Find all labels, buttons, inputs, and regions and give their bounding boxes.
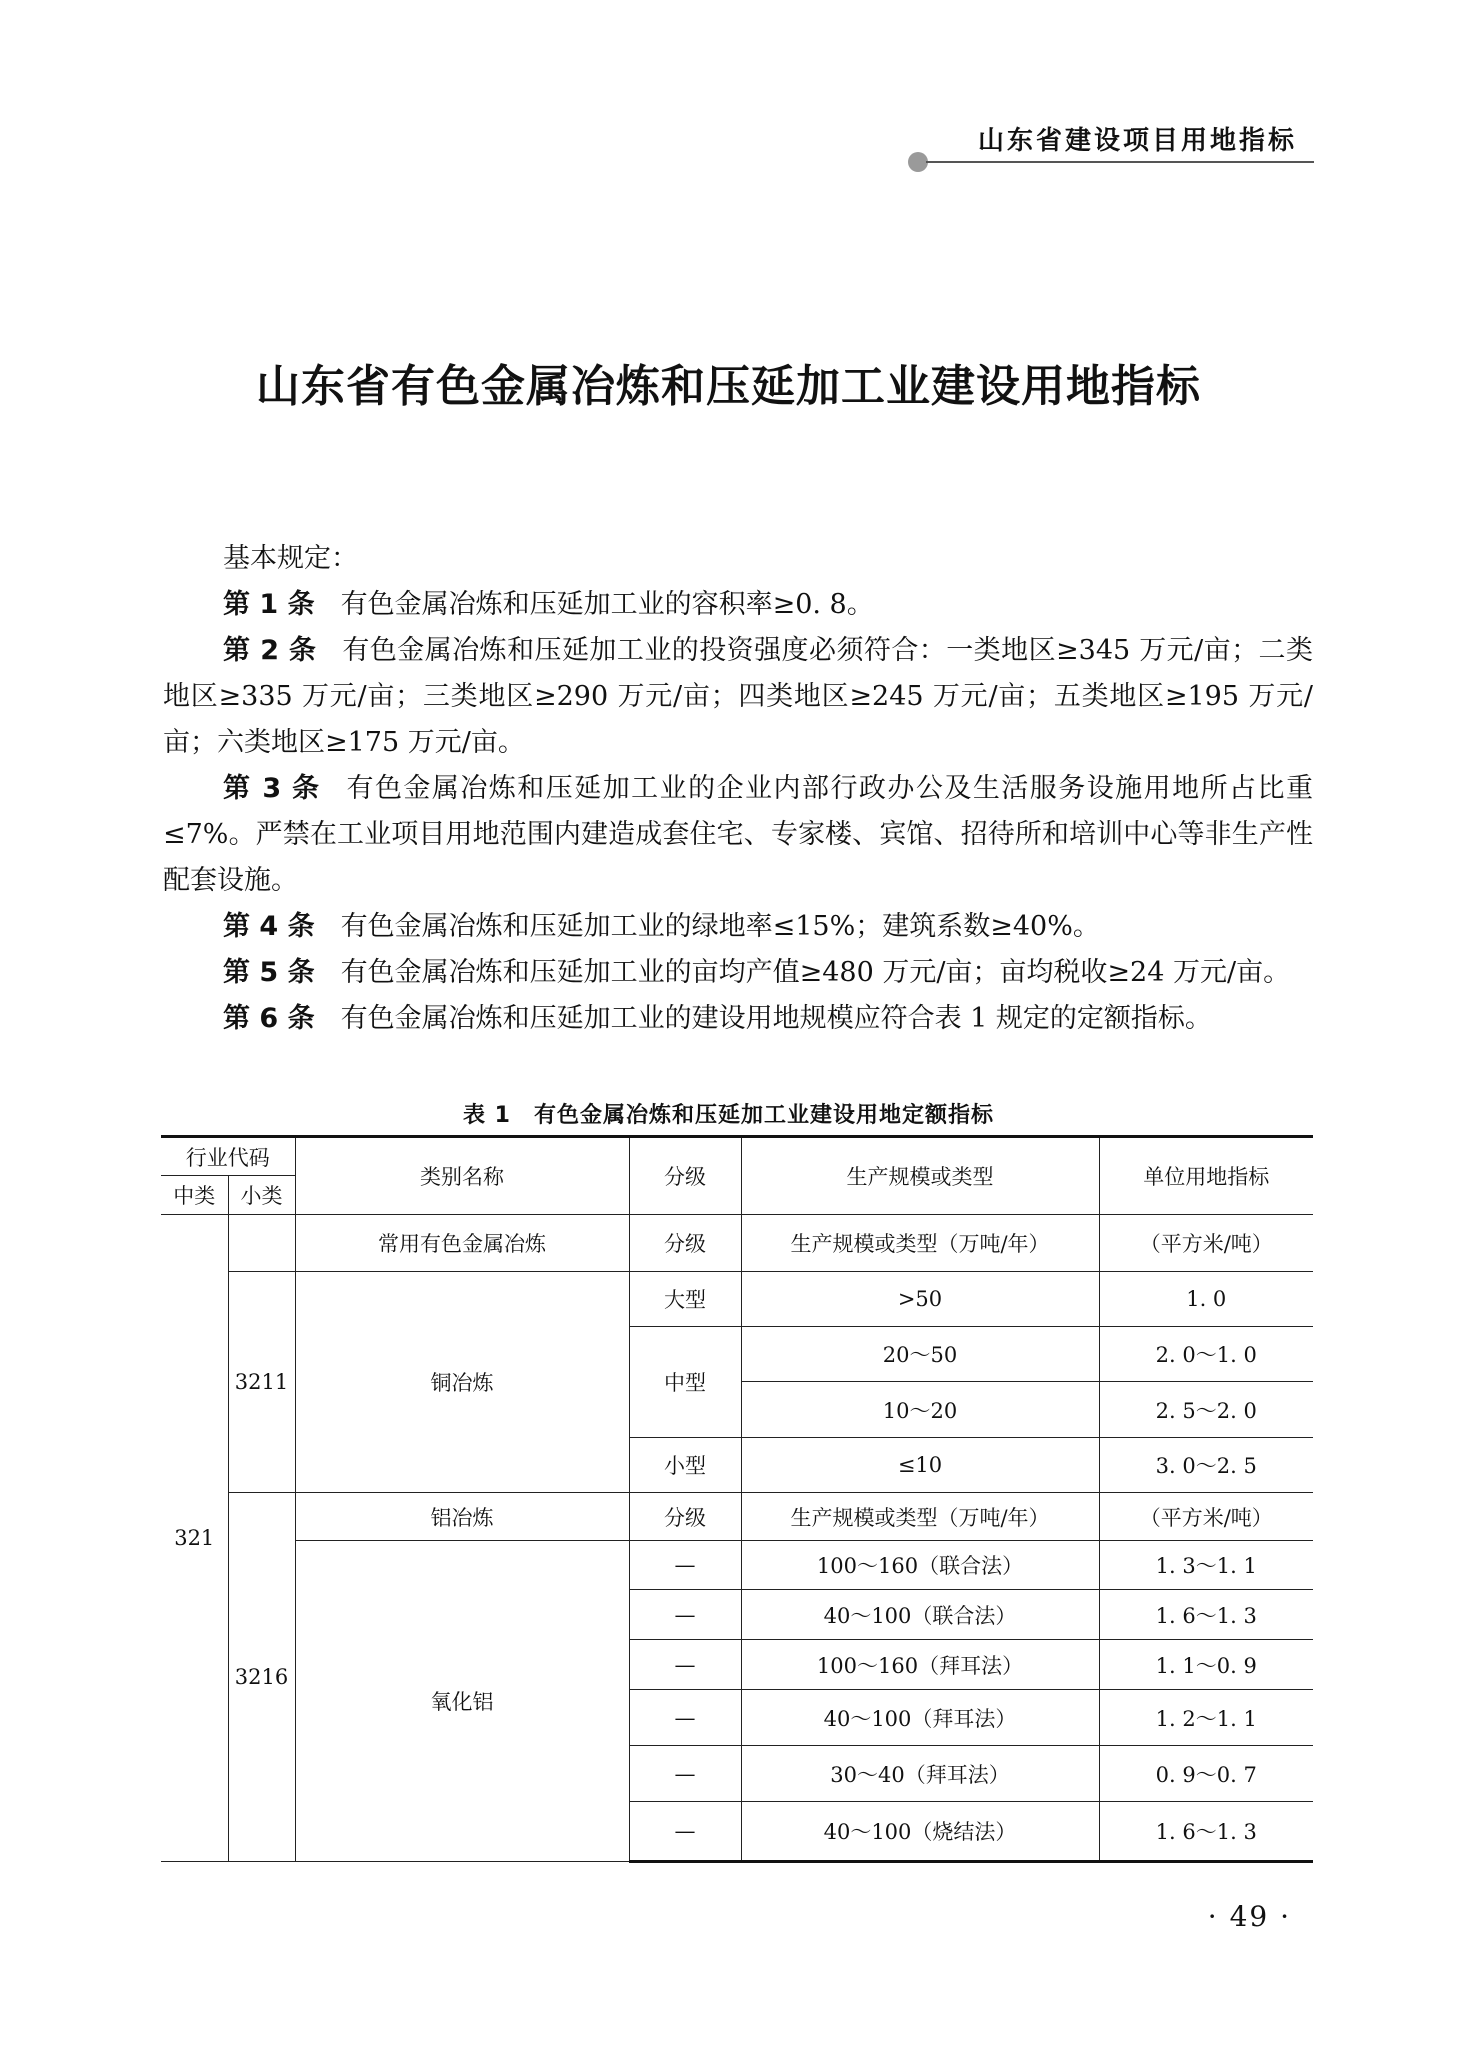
value-cell: 1. 3～1. 1 — [1099, 1541, 1313, 1590]
table-row — [161, 1493, 1313, 1541]
general-unit: （平方米/吨） — [1099, 1215, 1313, 1272]
table-row — [161, 1541, 1313, 1590]
scale-cell: 100～160（拜耳法） — [741, 1640, 1099, 1690]
article-4 — [163, 904, 1313, 950]
value-cell: 3. 0～2. 5 — [1099, 1438, 1313, 1493]
document-title: 山东省有色金属冶炼和压延加工业建设用地指标 — [256, 361, 1201, 412]
header-dot-ornament — [908, 152, 928, 172]
scale-cell: 10～20 — [741, 1382, 1099, 1438]
article-text: 有色金属冶炼和压延加工业的投资强度必须符合：一类地区≥345 万元/亩；二类地区≥335 万元/亩；三类地区≥290 万元/亩；四类地区≥245 万元/亩；五类地区≥195 万元/亩；六类地区≥175 万元/亩。 — [163, 635, 1313, 758]
mid-class-code: 321 — [161, 1215, 228, 1862]
article-text: 有色金属冶炼和压延加工业的绿地率≤15%；建筑系数≥40%。 — [340, 911, 1100, 942]
page-number: · 49 · — [1207, 1900, 1291, 1933]
grade-cell: 小型 — [629, 1438, 741, 1493]
article-3 — [163, 766, 1313, 904]
scale-cell: >50 — [741, 1272, 1099, 1327]
article-text: 有色金属冶炼和压延加工业的企业内部行政办公及生活服务设施用地所占比重≤7%。严禁在工业项目用地范围内建造成套住宅、专家楼、宾馆、招待所和培训中心等非生产性配套设施。 — [163, 773, 1313, 896]
scale-cell: 30～40（拜耳法） — [741, 1746, 1099, 1802]
copper-name: 铜冶炼 — [295, 1272, 629, 1493]
value-cell: 1. 1～0. 9 — [1099, 1640, 1313, 1690]
grade-cell: — — [629, 1590, 741, 1640]
article-label: 第 2 条 — [223, 635, 317, 666]
scale-cell: ≤10 — [741, 1438, 1099, 1493]
table-row — [161, 1272, 1313, 1327]
grade-cell: — — [629, 1640, 741, 1690]
alumina-name: 氧化铝 — [295, 1541, 629, 1862]
article-label: 第 4 条 — [223, 911, 315, 942]
header-scale: 生产规模或类型 — [741, 1137, 1099, 1215]
scale-cell: 40～100（联合法） — [741, 1590, 1099, 1640]
article-1 — [163, 582, 1313, 628]
article-5 — [163, 950, 1313, 996]
document-body — [163, 536, 1313, 1042]
grade-cell: — — [629, 1802, 741, 1862]
table-header-row — [161, 1137, 1313, 1176]
header-rule — [926, 161, 1314, 163]
basic-rules-heading: 基本规定： — [223, 543, 358, 574]
value-cell: 1. 6～1. 3 — [1099, 1590, 1313, 1640]
copper-code: 3211 — [228, 1272, 295, 1493]
article-label: 第 5 条 — [223, 957, 315, 988]
scale-cell: 20～50 — [741, 1327, 1099, 1382]
land-index-table — [161, 1135, 1313, 1863]
article-text: 有色金属冶炼和压延加工业的亩均产值≥480 万元/亩；亩均税收≥24 万元/亩。 — [340, 957, 1291, 988]
aluminum-grade: 分级 — [629, 1493, 741, 1541]
article-label: 第 1 条 — [223, 589, 315, 620]
header-industry-code: 行业代码 — [161, 1137, 295, 1176]
article-2 — [163, 628, 1313, 766]
general-category-name: 常用有色金属冶炼 — [295, 1215, 629, 1272]
article-text: 有色金属冶炼和压延加工业的建设用地规模应符合表 1 规定的定额指标。 — [340, 1003, 1212, 1034]
header-mid-class: 中类 — [161, 1176, 228, 1215]
running-header — [0, 0, 1457, 180]
grade-cell: — — [629, 1746, 741, 1802]
aluminum-name: 铝冶炼 — [295, 1493, 629, 1541]
table — [161, 1135, 1313, 1863]
grade-cell: — — [629, 1541, 741, 1590]
aluminum-scale: 生产规模或类型（万吨/年） — [741, 1493, 1099, 1541]
header-category-name: 类别名称 — [295, 1137, 629, 1215]
header-land-index: 单位用地指标 — [1099, 1137, 1313, 1215]
article-text: 有色金属冶炼和压延加工业的容积率≥0. 8。 — [340, 589, 874, 620]
scale-cell: 40～100（拜耳法） — [741, 1690, 1099, 1746]
running-header-title: 山东省建设项目用地指标 — [977, 126, 1297, 156]
article-label: 第 3 条 — [223, 773, 321, 804]
scale-cell: 40～100（烧结法） — [741, 1802, 1099, 1862]
header-small-class: 小类 — [228, 1176, 295, 1215]
header-grade: 分级 — [629, 1137, 741, 1215]
value-cell: 1. 0 — [1099, 1272, 1313, 1327]
article-label: 第 6 条 — [223, 1003, 315, 1034]
scale-cell: 100～160（联合法） — [741, 1541, 1099, 1590]
table-caption: 表 1 有色金属冶炼和压延加工业建设用地定额指标 — [463, 1103, 994, 1128]
value-cell: 0. 9～0. 7 — [1099, 1746, 1313, 1802]
article-6 — [163, 996, 1313, 1042]
value-cell: 2. 5～2. 0 — [1099, 1382, 1313, 1438]
table-cell — [228, 1215, 295, 1272]
grade-cell: 中型 — [629, 1327, 741, 1438]
aluminum-unit: （平方米/吨） — [1099, 1493, 1313, 1541]
grade-cell: — — [629, 1690, 741, 1746]
general-scale: 生产规模或类型（万吨/年） — [741, 1215, 1099, 1272]
value-cell: 2. 0～1. 0 — [1099, 1327, 1313, 1382]
value-cell: 1. 6～1. 3 — [1099, 1802, 1313, 1862]
table-row — [161, 1215, 1313, 1272]
grade-cell: 大型 — [629, 1272, 741, 1327]
value-cell: 1. 2～1. 1 — [1099, 1690, 1313, 1746]
aluminum-code: 3216 — [228, 1493, 295, 1862]
general-grade: 分级 — [629, 1215, 741, 1272]
